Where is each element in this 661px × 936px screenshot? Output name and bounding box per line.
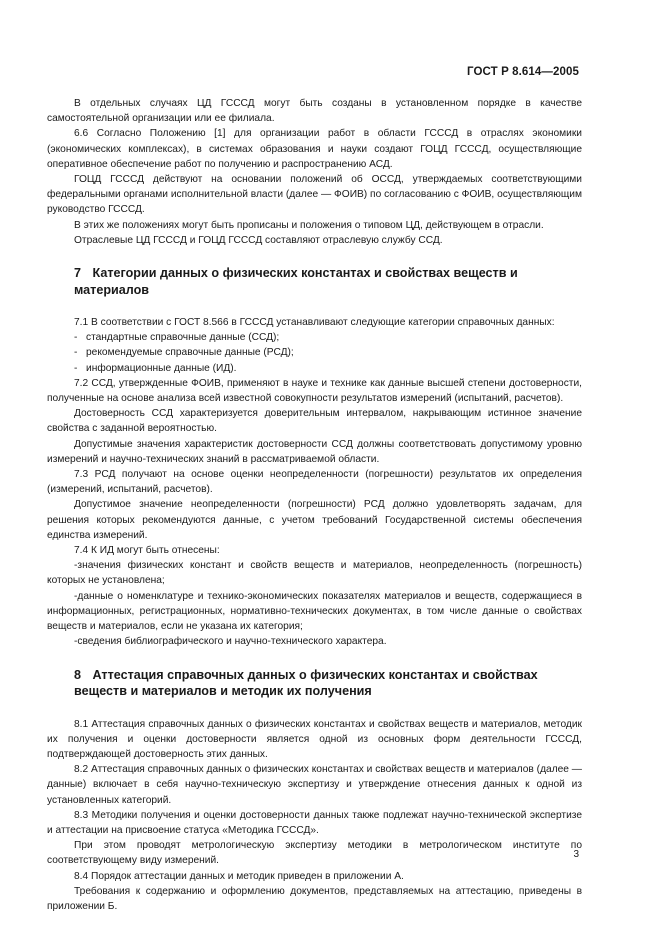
page-content (47, 96, 582, 914)
list-dash: - (74, 590, 78, 602)
list-item-text: информационные данные (ИД). (86, 362, 237, 374)
paragraph: Допустимое значение неопределенности (погрешности) РСД должно удовлетворять задачам, для решения которых рекомендуются данные, с учетом требований Государственной системы обеспечения единства измерений. (47, 499, 582, 541)
paragraph: Требования к содержанию и оформлению документов, представляемых на аттестацию, приведены в приложении Б. (47, 885, 582, 912)
list-dash: - (74, 362, 78, 374)
paragraph: В этих же положениях могут быть прописаны и положения о типовом ЦД, действующем в отрасли. (74, 219, 544, 231)
paragraph: В отдельных случаях ЦД ГСССД могут быть созданы в установленном порядке в качестве самостоятельной организации или ее филиала. (47, 98, 582, 125)
list-item-text: данные о номенклатуре и технико-экономических показателях материалов и веществ, содержащиеся в информационных, регистрационных, нормативно-технических документах, в том числе данные о свойствах веществ и материалов, если не указана их категория; (47, 590, 582, 633)
paragraph: 8.3 Методики получения и оценки достоверности данных также подлежат научно-технической экспертизе и аттестации на присвоение статуса «Методика ГСССД». (47, 809, 582, 836)
paragraph: 7.1 В соответствии с ГОСТ 8.566 в ГСССД устанавливают следующие категории справочных данных: (74, 317, 555, 329)
paragraph: Отраслевые ЦД ГСССД и ГОЦД ГСССД составляют отраслевую службу ССД. (74, 234, 443, 246)
section-number: 7 (74, 266, 82, 281)
paragraph: Допустимые значения характеристик достоверности ССД должны соответствовать допустимому уровню измерений и научно-технических знаний в рассматриваемой области. (47, 438, 582, 465)
paragraph: 8.2 Аттестация справочных данных о физических константах и свойствах веществ и материалов (далее — данные) включает в себя научно-техническую экспертизу и утверждение отнесения данных к одной из установленных категорий. (47, 764, 582, 806)
section-number: 8 (74, 667, 82, 682)
list-item (47, 634, 582, 649)
paragraph: 7.3 РСД получают на основе оценки неопределенности (погрешности) результатов их определения (измерений, испытаний, расчетов). (47, 469, 582, 496)
list-item (47, 589, 582, 635)
paragraph: 6.6 Согласно Положению [1] для организации работ в области ГСССД в отраслях экономики (экономических комплексах), в системах образования и науки создают ГОЦД ГСССД, осуществляющие оперативное обеспечение работ по получению и распространению АСД. (47, 128, 582, 170)
paragraph: ГОЦД ГСССД действуют на основании положений об ОССД, утверждаемых соответствующими федеральными органами исполнительной власти (далее — ФОИВ) по согласованию с ФОИВ, осуществляющим руководство ГСССД. (47, 174, 582, 216)
list-item (47, 558, 582, 588)
section-8-heading (47, 667, 582, 700)
list-item (47, 361, 582, 376)
paragraph: При этом проводят метрологическую экспертизу методики в метрологическом институте по соответствующему виду измерений. (47, 840, 582, 867)
list-dash: - (74, 636, 78, 648)
paragraph: 8.4 Порядок аттестации данных и методик приведен в приложении А. (74, 870, 404, 882)
list-item-text: стандартные справочные данные (ССД); (86, 332, 280, 344)
list-item (47, 345, 582, 360)
list-dash: - (74, 332, 78, 344)
list-item-text: сведения библиографического и научно-технического характера. (77, 636, 387, 648)
paragraph: 7.4 К ИД могут быть отнесены: (74, 545, 220, 557)
paragraph: 7.2 ССД, утвержденные ФОИВ, применяют в науке и технике как данные высшей степени достоверности, полученные на основе анализа всей известной совокупности результатов измерений (испытаний, расчетов). (47, 377, 582, 405)
list-dash: - (74, 347, 78, 359)
page-number: 3 (573, 849, 579, 860)
section-title: Категории данных о физических константах и свойствах веществ и материалов (74, 266, 518, 297)
document-id-header: ГОСТ Р 8.614—2005 (467, 66, 579, 78)
paragraph: Достоверность ССД характеризуется доверительным интервалом, накрывающим истинное значение свойства с заданной вероятностью. (47, 408, 582, 435)
section-title: Аттестация справочных данных о физических константах и свойствах веществ и материалов и методик их получения (74, 667, 538, 698)
section-7-heading (47, 265, 582, 298)
list-item (47, 330, 582, 345)
list-item-text: рекомендуемые справочные данные (РСД); (86, 347, 294, 359)
paragraph: 8.1 Аттестация справочных данных о физических константах и свойствах веществ и материалов, методик их получения и оценки достоверности является одной из основных форм деятельности ГСССД, подтверждающей достоверность этих данных. (47, 718, 582, 760)
list-dash: - (74, 560, 78, 572)
list-item-text: значения физических констант и свойств веществ и материалов, неопределенность (погрешность) которых не установлена; (47, 560, 582, 587)
